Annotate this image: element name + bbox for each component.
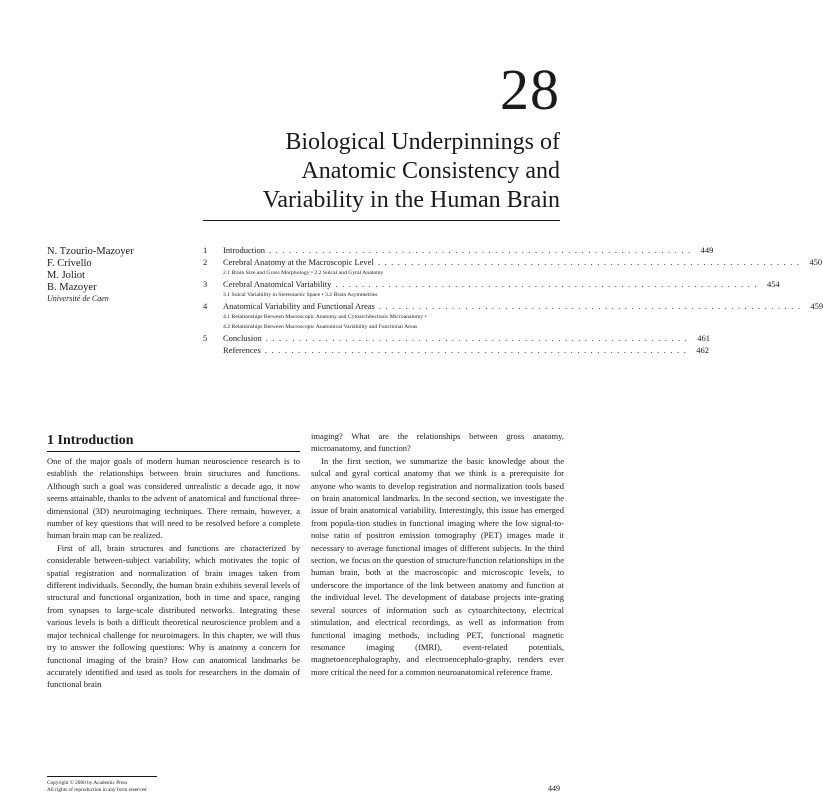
body-column-right	[311, 430, 564, 678]
toc-entry-introduction[interactable]	[203, 244, 714, 256]
title-divider	[203, 220, 560, 221]
body-paragraph: imaging? What are the relationships between gross anatomy, microanatomy, and function?	[311, 431, 564, 454]
toc-entry-variability[interactable]	[203, 278, 780, 290]
toc-entry-label: Cerebral Anatomy at the Macroscopic Level	[223, 257, 374, 267]
section-heading: 1 Introduction	[47, 433, 134, 448]
toc-entry-number: 3	[203, 279, 208, 289]
body-paragraph: In the first section, we summarize the basic knowledge about the sulcal and gyral cortical anatomy that we think is a prerequisite for anyone who wants to develop registration and normalization tools based on brain anatomical landmarks. In the second section, we investigate the issue of brain anatomical variability. Interestingly, this issue has emerged from popula-tion studies in functional imaging where the low signal-to-noise ratio of positron emission tomography (PET) images made it necessary to average functional images of different subjects. In the third section, we focus on the question of structure/function relationships in the human brain, both at the macroscopic and microscopic levels, to underscore the importance of the link between anatomy and function at the individual level. The development of database projects inte-grating several sources of information such as cytoarchitectony, electrical stimulation, and electrical recordings, as well as information from functional imaging methods, including PET, functional magnetic resonance imaging (fMRI), event-related potentials, magnetoencephalography, and electroencephalo-graphy, renders ever more critical the need for a common neuroanatomical reference frame.	[311, 455, 564, 677]
author-name: B. Mazoyer	[47, 282, 97, 293]
toc-leader-dots: . . . . . . . . . . . . . . . . . . . . . . . . . . . . . . . . . . . . . . . . . . . . . . . . . . . . . . . . . . . . . . . .	[377, 257, 801, 267]
toc-leader-dots: . . . . . . . . . . . . . . . . . . . . . . . . . . . . . . . . . . . . . . . . . . . . . . . . . . . . . . . . . . . . . . . .	[265, 333, 689, 343]
chapter-title-line: Anatomic Consistency and	[301, 158, 560, 184]
author-affiliation: Université de Caen	[47, 294, 109, 303]
toc-subentry: 2.1 Brain Size and Gross Morphology • 2.2 Sulcal and Gyral Anatomy	[223, 270, 384, 276]
toc-entry-number: 2	[203, 257, 208, 267]
toc-entry-page: 462	[696, 345, 710, 355]
toc-entry-functional-areas[interactable]	[203, 300, 823, 312]
toc-subentry: 4.2 Relationships Between Macroscopic Anatomical Variability and Functional Areas	[223, 324, 418, 330]
author-name: M. Joliot	[47, 270, 85, 281]
body-paragraph: One of the major goals of modern human neuroscience research is to establish the relationships between brain structures and functions. Although such a goal was considered unrealistic a decade ago, it now seems attainable, thanks to the advent of anatomical and functional three-dimensional (3D) neuroimaging techniques. There remain, however, a number of key questions that will need to be resolved before a complete human brain map can be realized.	[47, 456, 300, 541]
section-heading-rule	[47, 451, 300, 452]
toc-entry-number: 1	[203, 245, 208, 255]
toc-entry-label: Cerebral Anatomical Variability	[223, 279, 332, 289]
author-name: F. Crivello	[47, 258, 92, 269]
author-name: N. Tzourio-Mazoyer	[47, 246, 134, 257]
toc-entry-page: 450	[809, 257, 823, 267]
body-paragraph: First of all, brain structures and functions are characterized by considerable between-subject variability, which motivates the topic of spatial registration and normalization of brain images taken from different individuals. Secondly, the human brain exhibits several levels of structural and functional organization, both in time and space, ranging from synapses to large-scale distributed networks. Integrating these various levels is both a difficult theoretical neuroscience problem and a major technical challenge for neuroimagers. In this chapter, we will thus try to answer the following questions: Why is anatomy a concern for functional imaging of the brain? How can anatomical landmarks be accurately identified and used as tools for researchers in the domain of functional brain	[47, 542, 300, 690]
toc-entry-page: 459	[810, 301, 823, 311]
toc-entry-conclusion[interactable]	[203, 332, 711, 344]
toc-entry-label: References	[223, 345, 261, 355]
toc-subentry: 4.1 Relationships Between Macroscopic Anatomy and Cytoarchitectonic Microanatomy •	[223, 314, 427, 320]
chapter-number: 28	[500, 57, 560, 122]
rights-line: All rights of reproduction in any form reserved	[47, 787, 147, 793]
table-of-contents	[203, 244, 823, 356]
toc-entry-label: Conclusion	[223, 333, 262, 343]
copyright-notice	[47, 780, 147, 794]
toc-entry-page: 449	[700, 245, 714, 255]
copyright-line: Copyright © 2000 by Academic Press	[47, 780, 128, 786]
toc-entry-label: Introduction	[223, 245, 266, 255]
toc-leader-dots: . . . . . . . . . . . . . . . . . . . . . . . . . . . . . . . . . . . . . . . . . . . . . . . . . . . . . . . . . . . . . . . .	[269, 245, 692, 255]
chapter-title-line: Biological Underpinnings of	[285, 129, 560, 155]
chapter-title-line: Variability in the Human Brain	[262, 187, 560, 213]
toc-leader-dots: . . . . . . . . . . . . . . . . . . . . . . . . . . . . . . . . . . . . . . . . . . . . . . . . . . . . . . . . . . . . . . . .	[264, 345, 688, 355]
toc-entry-references[interactable]	[203, 344, 710, 356]
body-column-left	[47, 455, 300, 691]
toc-leader-dots: . . . . . . . . . . . . . . . . . . . . . . . . . . . . . . . . . . . . . . . . . . . . . . . . . . . . . . . . . . . . . . . .	[335, 279, 758, 289]
toc-entry-page: 461	[697, 333, 711, 343]
toc-leader-dots: . . . . . . . . . . . . . . . . . . . . . . . . . . . . . . . . . . . . . . . . . . . . . . . . . . . . . . . . . . . . . . . .	[378, 301, 802, 311]
footer-rule	[47, 776, 157, 777]
toc-subentry: 3.1 Sulcal Variability in Stereotactic Space • 3.2 Brain Asymmetries	[223, 292, 378, 298]
toc-entry-cerebral-anatomy[interactable]	[203, 256, 823, 268]
toc-entry-number: 5	[203, 333, 208, 343]
toc-entry-label: Anatomical Variability and Functional Areas	[223, 301, 375, 311]
page-number: 449	[548, 784, 560, 793]
toc-entry-number: 4	[203, 301, 208, 311]
toc-entry-page: 454	[766, 279, 780, 289]
author-block	[47, 246, 197, 304]
chapter-title	[140, 128, 560, 215]
